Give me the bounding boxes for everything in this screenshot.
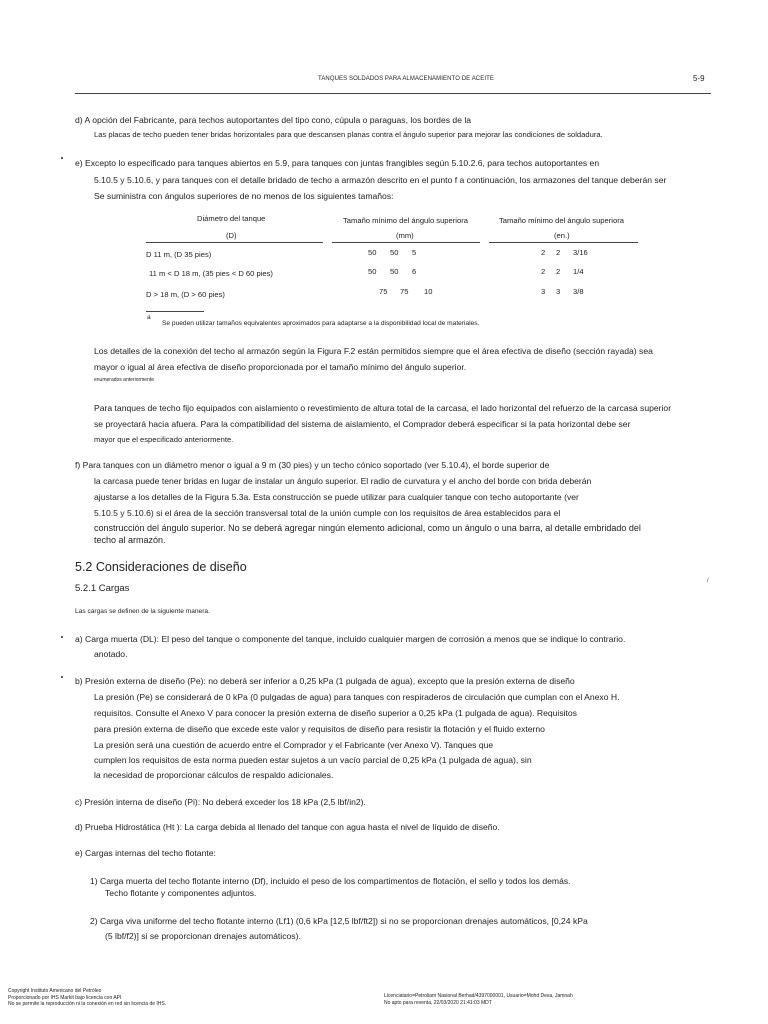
table-header-mm: Tamaño mínimo del ángulo superiora (343, 216, 468, 225)
subsection-heading: 5.2.1 Cargas (75, 583, 130, 594)
table-cell-mm: 6 (412, 267, 417, 276)
change-bullet (61, 157, 63, 159)
load-b-line3: requisitos. Consulte el Anexo V para conocer la presión externa de diseño superior a 0,25 kPa (1 pulgada de agua). Requisitos (94, 708, 577, 718)
load-e2-line1: 2) Carga viva uniforme del techo flotante interno (Lf1) (0,6 kPa [12,5 lbf/ft2]) si no se proporcionan drenajes automáticos, [0,24 kPa (90, 916, 588, 926)
para-insulation-line3: mayor que el especificado anteriormente. (94, 435, 234, 444)
load-a-line1: a) Carga muerta (DL): El peso del tanque o componente del tanque, incluido cualquier margen de corrosión a menos que se indique lo contrario. (75, 634, 626, 644)
table-cell-in: 3/16 (573, 248, 588, 257)
item-f-line2: la carcasa puede tener bridas en lugar de instalar un ángulo superior. El radio de curvatura y el ancho del borde con brida deberán (94, 476, 592, 486)
footnote-mark: a (147, 314, 151, 321)
loads-intro: Las cargas se definen de la siguiente manera. (75, 608, 210, 615)
table-cell-in: 2 (556, 248, 561, 257)
item-f-line4: 5.10.5 y 5.10.6) si el área de la sección transversal total de la unión cumple con los requisitos de área establecidos para el (94, 508, 561, 518)
para-insulation-line2: se proyectará hacia afuera. Para la compatibilidad del sistema de aislamiento, el Comprador deberá especificar si la pata horizontal debe ser (94, 419, 631, 429)
para-connection-line1: Los detalles de la conexión del techo al armazón según la Figura F.2 están permitidos siempre que el área efectiva de diseño (sección rayada) sea (94, 346, 653, 356)
load-c: c) Presión interna de diseño (Pi): No deberá exceder los 18 kPa (2,5 lbf/in2). (75, 797, 366, 807)
running-header-title: TANQUES SOLDADOS PARA ALMACENAMIENTO DE ACEITE (318, 76, 494, 82)
footer-licensee: Licenciatario=Petroliam Nasional Berhad/4397000001, Usuario=Mohd Desa, Jamnah (384, 993, 573, 999)
load-e2-line2: (5 lbf/f2)] si se proporcionan drenajes automáticos). (105, 931, 301, 941)
table-row-diameter: D > 18 m, (D > 60 pies) (146, 290, 225, 299)
table-cell-mm: 50 (368, 248, 377, 257)
table-cell-in: 3 (556, 287, 561, 296)
item-e-line2: 5.10.5 y 5.10.6, y para tanques con el detalle bridado de techo a armazón descrito en el punto f a continuación, los armazones del tanque deberán ser (94, 175, 667, 185)
load-b-line1: b) Presión externa de diseño (Pe): no deberá ser inferior a 0,25 kPa (1 pulgada de agua), excepto que la presión externa de diseño (75, 676, 575, 686)
table-footnote: Se pueden utilizar tamaños equivalentes aproximados para adaptarse a la disponibilidad local de materiales. (162, 320, 480, 327)
table-header-diameter-unit: (D) (226, 231, 237, 240)
table-cell-in: 3 (541, 287, 546, 296)
margin-mark: / (707, 578, 709, 584)
table-row-diameter: 11 m < D 18 m, (35 pies < D 60 pies) (149, 269, 273, 278)
footer-no-reproduction: No se permite la reproducción ni la conexión en red sin licencia de IHS. (8, 1001, 167, 1007)
table-header-in-unit: (en.) (554, 231, 570, 240)
para-connection-line2: mayor o igual al área efectiva de diseño proporcionada por el tamaño mínimo del ángulo superior. (94, 362, 467, 372)
footer-copyright: Copyright Instituto Americano del Petróleo (8, 988, 102, 994)
load-b-line5: La presión será una cuestión de acuerdo entre el Comprador y el Fabricante (ver Anexo V). Tanques que (94, 740, 494, 750)
table-cell-mm: 50 (390, 248, 399, 257)
item-f-line6: techo al armazón. (94, 535, 166, 545)
table-cell-mm: 50 (390, 267, 399, 276)
change-bullet (61, 636, 63, 638)
section-heading: 5.2 Consideraciones de diseño (75, 560, 247, 574)
load-b-line6: cumplen los requisitos de esta norma pueden estar sujetos a un vacío parcial de 0,25 kPa (1 pulgada de agua), sin (94, 755, 532, 765)
table-rule-col2 (332, 242, 480, 243)
table-header-mm-unit: (mm) (396, 231, 414, 240)
table-cell-mm: 75 (400, 287, 409, 296)
item-f-line1: f) Para tanques con un diámetro menor o igual a 9 m (30 pies) y un techo cónico soportado (ver 5.10.4), el borde superior de (75, 460, 550, 470)
load-d: d) Prueba Hidrostática (Ht ): La carga debida al llenado del tanque con agua hasta el nivel de líquido de diseño. (75, 822, 500, 832)
load-b-line7: la necesidad de proporcionar cálculos de respaldo adicionales. (94, 770, 334, 780)
table-header-diameter: Diámetro del tanque (197, 214, 266, 223)
table-cell-mm: 5 (412, 248, 417, 257)
load-e1-line1: 1) Carga muerta del techo flotante interno (Df), incluido el peso de los compartimentos de flotación, el sello y todos los demás. (90, 876, 571, 886)
footnote-rule (146, 311, 204, 312)
item-f-line3: ajustarse a los detalles de la Figura 5.3a. Esta construcción se puede utilizar para cualquier tanque con techo autoportante (ver (94, 492, 579, 502)
load-e-title: e) Cargas internas del techo flotante: (75, 848, 216, 858)
load-b-line2: La presión (Pe) se considerará de 0 kPa (0 pulgadas de agua) para tanques con respiraderos de circulación que cumplan con el Anexo H. (94, 692, 620, 702)
header-rule (75, 93, 711, 94)
table-cell-in: 1/4 (573, 267, 584, 276)
para-connection-note: enumerados anteriormente (94, 377, 155, 383)
table-cell-mm: 50 (368, 267, 377, 276)
item-d-line2: Las placas de techo pueden tener bridas horizontales para que descansen planas contra el ángulo superior para mejorar las condiciones de soldadura. (94, 130, 603, 139)
footer-provided-by: Proporcionado por IHS Markit bajo licencia con API (8, 995, 122, 1001)
item-f-line5: construcción del ángulo superior. No se deberá agregar ningún elemento adicional, como un ángulo o una barra, al detalle embridado del (94, 523, 641, 533)
load-b-line4: para presión externa de diseño que excede este valor y requisitos de diseño para resistir la flotación y el fluido externo (94, 724, 545, 734)
table-cell-in: 2 (541, 267, 546, 276)
table-cell-in: 2 (556, 267, 561, 276)
item-e-line1: e) Excepto lo especificado para tanques abiertos en 5.9, para tanques con juntas frangibles según 5.10.2.6, para techos autoportantes en (75, 158, 600, 168)
table-cell-in: 2 (541, 248, 546, 257)
table-rule-col1 (146, 242, 323, 243)
para-insulation-line1: Para tanques de techo fijo equipados con aislamiento o revestimiento de altura total de la carcasa, el lado horizontal del refuerzo de la carcasa superior (94, 403, 672, 413)
table-cell-in: 3/8 (573, 287, 584, 296)
table-header-in: Tamaño mínimo del ángulo superiora (499, 216, 624, 225)
footer-not-for-resale: No apto para reventa, 22/03/2020 21:41:03 MDT (384, 1000, 492, 1006)
load-e1-line2: Techo flotante y componentes adjuntos. (105, 888, 257, 898)
table-rule-col3 (489, 242, 638, 243)
table-cell-mm: 10 (424, 287, 433, 296)
page-number: 5-9 (693, 74, 705, 83)
change-bullet (61, 676, 63, 678)
item-e-line3: Se suministra con ángulos superiores de no menos de los siguientes tamaños: (94, 191, 394, 201)
table-cell-mm: 75 (379, 287, 388, 296)
load-a-line2: anotado. (94, 649, 128, 659)
item-d-line1: d) A opción del Fabricante, para techos autoportantes del tipo cono, cúpula o paraguas, los bordes de la (75, 115, 472, 125)
table-row-diameter: D 11 m, (D 35 pies) (146, 250, 212, 259)
